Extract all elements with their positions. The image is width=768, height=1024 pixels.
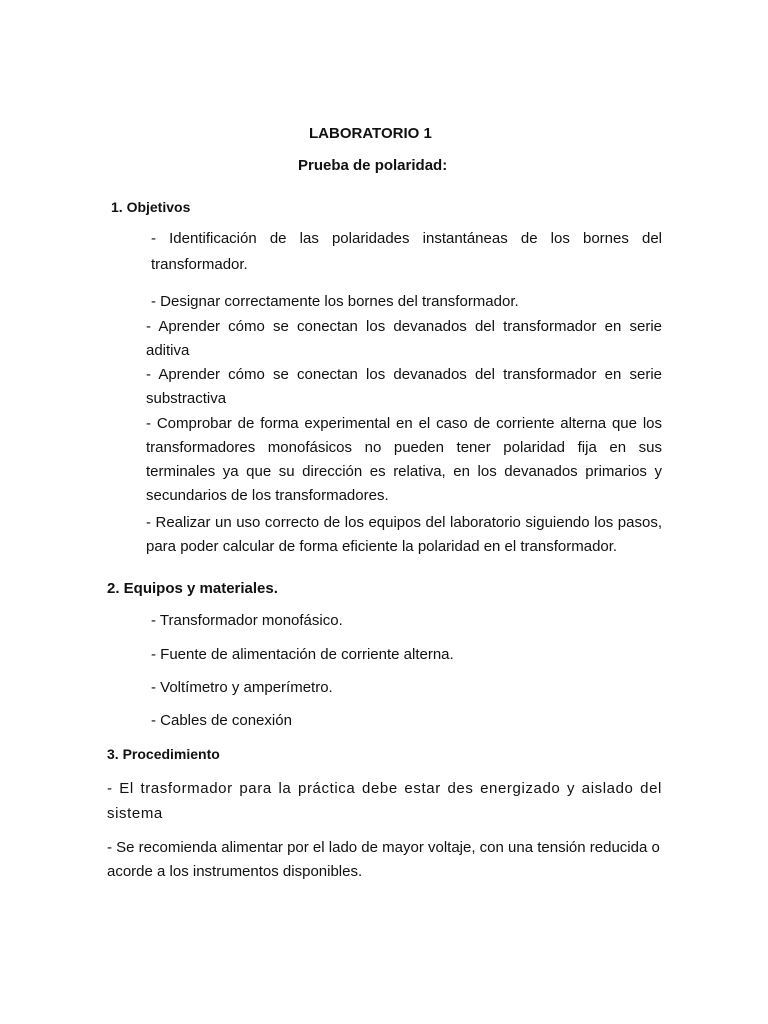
equipment-item: - Transformador monofásico. [151,612,343,629]
section-heading-equipos: 2. Equipos y materiales. [107,580,278,597]
objective-item: - Realizar un uso correcto de los equipos del laboratorio siguiendo los pasos, para poder calcular de forma eficiente la polaridad en el transformador. [146,514,662,555]
objective-item: - Identificación de las polaridades instantáneas de los bornes del transformador. [151,230,662,273]
document-title: LABORATORIO 1 [309,125,432,142]
equipment-item: - Fuente de alimentación de corriente alterna. [151,646,454,663]
procedure-item: - Se recomienda alimentar por el lado de mayor voltaje, con una tensión reducida o acorde a los instrumentos disponibles. [107,839,660,880]
objective-item: - Designar correctamente los bornes del transformador. [151,293,519,310]
equipment-item: - Voltímetro y amperímetro. [151,679,333,696]
objective-item: - Aprender cómo se conectan los devanados del transformador en serie substractiva [146,366,662,407]
equipment-item: - Cables de conexión [151,712,292,729]
section-heading-objetivos: 1. Objetivos [111,199,191,215]
objective-item: - Aprender cómo se conectan los devanados del transformador en serie aditiva [146,318,662,359]
section-heading-procedimiento: 3. Procedimiento [107,746,220,762]
objective-item: - Comprobar de forma experimental en el caso de corriente alterna que los transformadores monofásicos no pueden tener polaridad fija en sus terminales ya que su dirección es relativa, en los devanados primarios y secundarios de los transformadores. [146,415,662,504]
procedure-item: - El trasformador para la práctica debe estar des energizado y aislado del sistema [107,780,662,822]
document-subtitle: Prueba de polaridad: [298,157,448,174]
